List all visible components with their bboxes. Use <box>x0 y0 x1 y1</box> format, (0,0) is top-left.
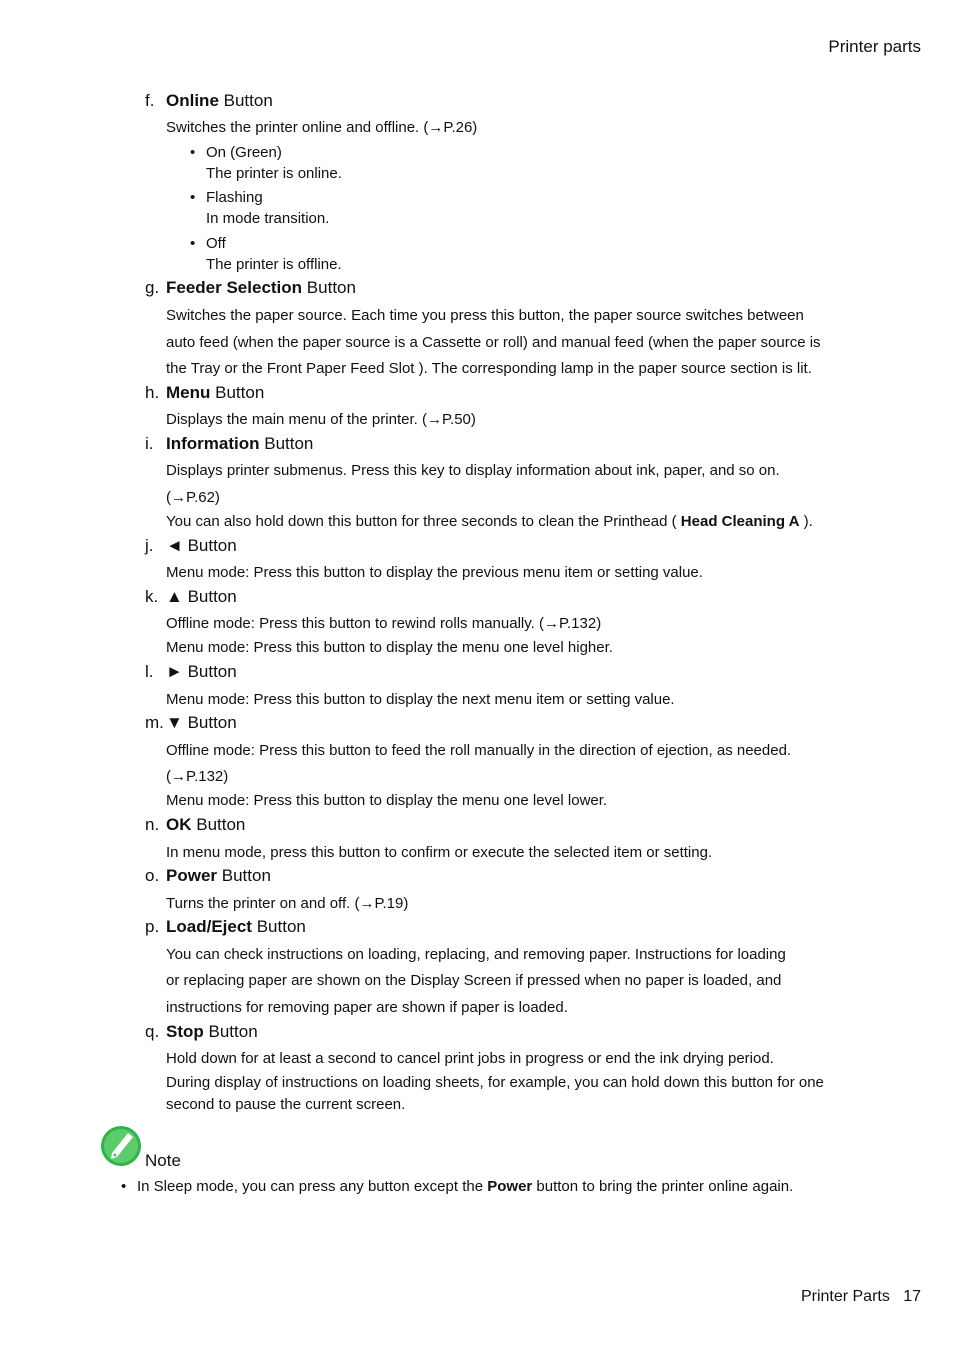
item-letter: f. <box>145 91 155 110</box>
right-arrow-icon: ► <box>166 662 183 681</box>
item-letter: j. <box>145 536 154 555</box>
item-desc-line: You can check instructions on loading, replacing, and removing paper. Instructions for loading <box>166 946 786 963</box>
item-desc-line: Displays printer submenus. Press this key to display information about ink, paper, and so on. <box>166 462 780 479</box>
item-name: Load/Eject <box>166 917 252 936</box>
item-heading-information <box>145 434 313 454</box>
item-heading-left-button <box>145 536 237 556</box>
item-suffix: Button <box>196 815 246 834</box>
item-suffix: Button <box>187 713 237 732</box>
bullet-title: On (Green) <box>206 144 282 161</box>
item-desc-line: (→P.62) <box>166 489 220 506</box>
item-name: Power <box>166 866 218 885</box>
item-desc-line: second to pause the current screen. <box>166 1096 406 1113</box>
item-suffix: Button <box>221 866 271 885</box>
item-letter: p. <box>145 917 160 936</box>
item-name: Feeder Selection <box>166 278 303 297</box>
item-suffix: Button <box>256 917 306 936</box>
bullet-title: Flashing <box>206 189 263 206</box>
item-letter: n. <box>145 815 160 834</box>
left-arrow-icon: ◄ <box>166 536 183 555</box>
item-heading-stop <box>145 1022 258 1042</box>
item-desc-line: Menu mode: Press this button to display the next menu item or setting value. <box>166 691 675 708</box>
down-arrow-icon: ▼ <box>166 713 183 732</box>
bullet-dot: • <box>190 189 196 206</box>
item-heading-up-button <box>145 587 237 607</box>
item-letter: i. <box>145 434 154 453</box>
item-name: Menu <box>166 383 211 402</box>
item-desc-line: (→P.132) <box>166 768 229 785</box>
bullet-text: The printer is online. <box>206 165 342 182</box>
bullet-dot: • <box>190 144 196 161</box>
item-desc-line: Hold down for at least a second to cancel print jobs in progress or end the ink drying period. <box>166 1050 774 1067</box>
item-letter: g. <box>145 278 160 297</box>
item-letter: o. <box>145 866 160 885</box>
head-cleaning-term: Head Cleaning A <box>680 513 800 530</box>
item-heading-load-eject <box>145 917 306 937</box>
item-suffix: Button <box>223 91 273 110</box>
item-suffix: Button <box>264 434 314 453</box>
item-suffix: Button <box>187 662 237 681</box>
item-suffix: Button <box>215 383 265 402</box>
item-suffix: Button <box>187 536 237 555</box>
item-heading-right-button <box>145 662 237 682</box>
item-suffix: Button <box>187 587 237 606</box>
item-name: Online <box>166 91 219 110</box>
item-desc-line: the Tray or the Front Paper Feed Slot ). The corresponding lamp in the paper source section is lit. <box>166 360 812 377</box>
page-footer <box>801 1288 921 1306</box>
item-desc-line-head-cleaning <box>166 513 813 530</box>
item-suffix: Button <box>208 1022 258 1041</box>
item-letter: q. <box>145 1022 160 1041</box>
item-heading-menu <box>145 383 264 403</box>
item-desc-line: Menu mode: Press this button to display the menu one level lower. <box>166 792 608 809</box>
item-desc-line: Turns the printer on and off. (→P.19) <box>166 895 409 912</box>
text-run: You can also hold down this button for three seconds to clean the Printhead ( <box>166 513 681 530</box>
bullet-dot: • <box>190 235 196 252</box>
item-heading-down-button <box>145 713 237 733</box>
item-desc-line: Switches the paper source. Each time you press this button, the paper source switches between <box>166 307 804 324</box>
item-desc-line: instructions for removing paper are shown if paper is loaded. <box>166 999 568 1016</box>
item-desc-line: or replacing paper are shown on the Display Screen if pressed when no paper is loaded, and <box>166 972 782 989</box>
item-desc-line: Offline mode: Press this button to feed the roll manually in the direction of ejection, as needed. <box>166 742 792 759</box>
page-header: Printer parts <box>828 37 921 56</box>
text-run: button to bring the printer online again. <box>532 1178 794 1195</box>
item-name: Stop <box>166 1022 204 1041</box>
item-desc-line: Switches the printer online and offline. (→P.26) <box>166 119 478 136</box>
item-letter: h. <box>145 383 160 402</box>
item-desc-line: Menu mode: Press this button to display the previous menu item or setting value. <box>166 564 703 581</box>
item-desc-line: Displays the main menu of the printer. (→P.50) <box>166 411 476 428</box>
item-heading-power <box>145 866 271 886</box>
bullet-text: In mode transition. <box>206 210 330 227</box>
item-heading-online <box>145 91 273 111</box>
bullet-title: Off <box>206 235 226 252</box>
up-arrow-icon: ▲ <box>166 587 183 606</box>
item-letter: k. <box>145 587 159 606</box>
text-run: ). <box>799 513 813 530</box>
item-desc-line: Offline mode: Press this button to rewind rolls manually. (→P.132) <box>166 615 602 632</box>
item-desc-line: During display of instructions on loading sheets, for example, you can hold down this button for one <box>166 1074 824 1091</box>
pencil-note-icon <box>100 1125 142 1167</box>
item-desc-line: Menu mode: Press this button to display the menu one level higher. <box>166 639 613 656</box>
text-run: In Sleep mode, you can press any button except the <box>137 1178 488 1195</box>
item-letter: m. <box>145 713 164 732</box>
note-title: Note <box>145 1151 181 1170</box>
item-suffix: Button <box>306 278 356 297</box>
item-desc-line: In menu mode, press this button to confirm or execute the selected item or setting. <box>166 844 713 861</box>
item-name: OK <box>166 815 192 834</box>
item-letter: l. <box>145 662 154 681</box>
item-desc-line: auto feed (when the paper source is a Cassette or roll) and manual feed (when the paper source is <box>166 334 821 351</box>
note-bullet-text <box>137 1178 793 1195</box>
page-number: 17 <box>903 1288 921 1305</box>
item-heading-ok <box>145 815 245 835</box>
bullet-dot: • <box>121 1178 127 1195</box>
item-heading-feeder-selection <box>145 278 356 298</box>
footer-section: Printer Parts <box>800 1288 890 1305</box>
bullet-text: The printer is offline. <box>206 256 342 273</box>
item-name: Information <box>166 434 260 453</box>
power-term: Power <box>487 1178 533 1195</box>
